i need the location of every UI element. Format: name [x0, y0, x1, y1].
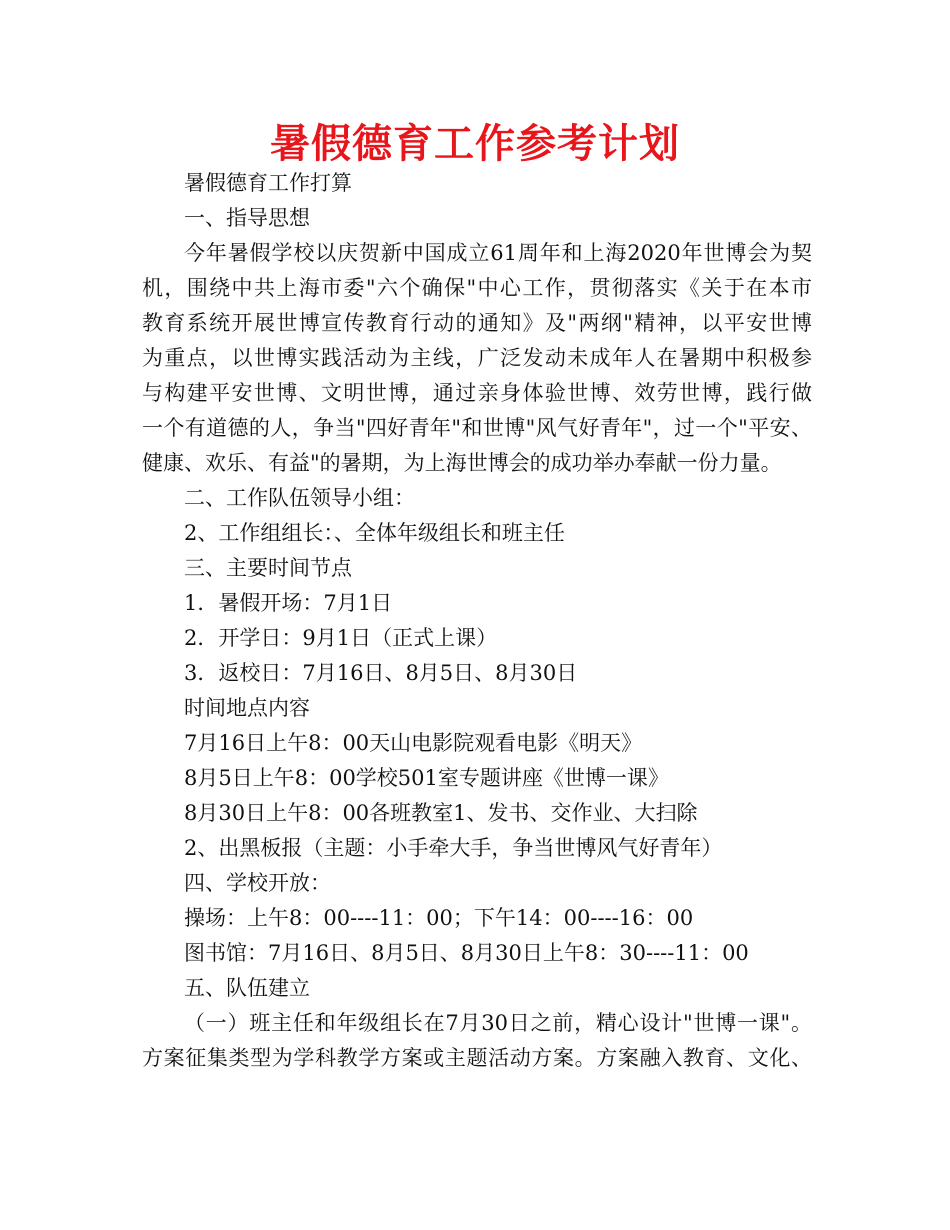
body-line: 8月30日上午8：00各班教室1、发书、交作业、大扫除 — [184, 801, 698, 825]
body-line: 今年暑假学校以庆贺新中国成立61周年和上海2020年世博会为契 — [184, 241, 812, 265]
document-body — [142, 166, 812, 1076]
body-line: 2．开学日：9月1日（正式上课） — [184, 626, 498, 650]
body-line: 机，围绕中共上海市委"六个确保"中心工作，贯彻落实《关于在本市 — [142, 276, 812, 300]
body-line: 操场：上午8：00----11：00；下午14：00----16：00 — [184, 906, 694, 930]
body-line: 时间地点内容 — [184, 696, 310, 720]
body-line: 方案征集类型为学科教学方案或主题活动方案。方案融入教育、文化、 — [142, 1046, 812, 1070]
body-line: 与构建平安世博、文明世博，通过亲身体验世博、效劳世博，践行做 — [142, 381, 812, 405]
document-title: 暑假德育工作参考计划 — [270, 121, 680, 167]
body-line: 3．返校日：7月16日、8月5日、8月30日 — [184, 661, 578, 685]
body-line: 2、工作组组长：、全体年级组长和班主任 — [184, 521, 565, 545]
body-line: 三、主要时间节点 — [184, 556, 352, 580]
body-line: 健康、欢乐、有益"的暑期，为上海世博会的成功举办奉献一份力量。 — [142, 451, 782, 475]
body-line: 四、学校开放： — [184, 871, 331, 895]
body-line: 五、队伍建立 — [184, 976, 310, 1000]
body-line: 图书馆：7月16日、8月5日、8月30日上午8：30----11：00 — [184, 941, 749, 965]
body-line: 教育系统开展世博宣传教育行动的通知》及"两纲"精神，以平安世博 — [142, 311, 812, 335]
body-line: 为重点，以世博实践活动为主线，广泛发动未成年人在暑期中积极参 — [142, 346, 812, 370]
body-line: 一、指导思想 — [184, 206, 310, 230]
body-line: （一）班主任和年级组长在7月30日之前，精心设计"世博一课"。 — [184, 1011, 812, 1035]
body-line: 二、工作队伍领导小组： — [184, 486, 415, 510]
body-line: 2、出黑板报（主题：小手牵大手，争当世博风气好青年） — [184, 836, 723, 860]
body-line: 一个有道德的人，争当"四好青年"和世博"风气好青年"，过一个"平安、 — [142, 416, 812, 440]
body-line: 1．暑假开场：7月1日 — [184, 591, 393, 615]
body-line: 暑假德育工作打算 — [184, 171, 352, 195]
body-line: 7月16日上午8：00天山电影院观看电影《明天》 — [184, 731, 643, 755]
body-line: 8月5日上午8：00学校501室专题讲座《世博一课》 — [184, 766, 669, 790]
